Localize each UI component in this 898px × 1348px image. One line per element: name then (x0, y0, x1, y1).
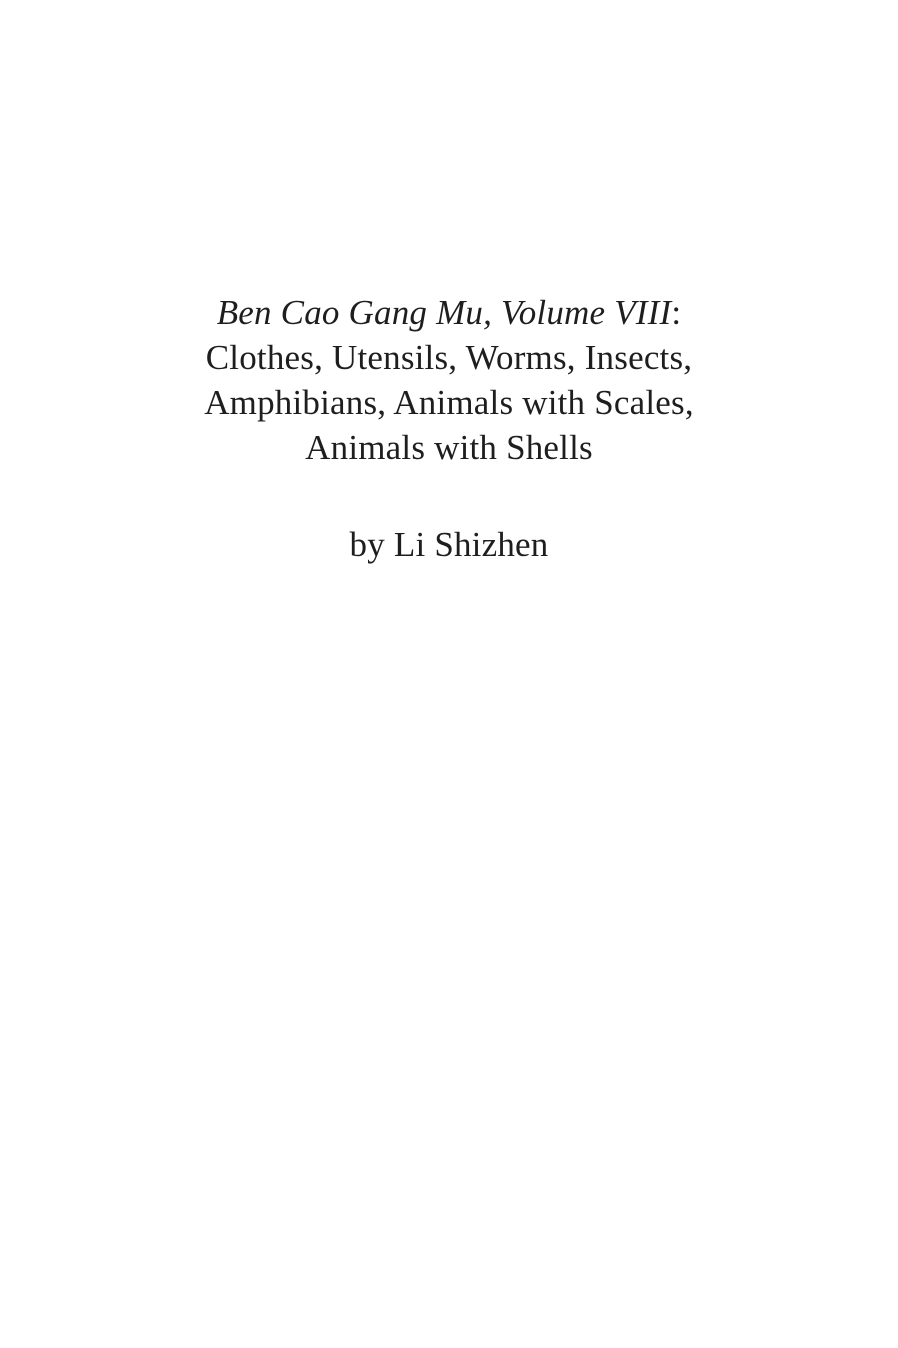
title-line-3: Amphibians, Animals with Scales, (204, 383, 694, 422)
title-line-1 (0, 290, 898, 335)
book-title (0, 290, 898, 470)
title-line-2: Clothes, Utensils, Worms, Insects, (205, 338, 693, 377)
title-line-4: Animals with Shells (305, 428, 593, 467)
title-line-1-colon: : (671, 293, 682, 332)
author-byline: by Li Shizhen (349, 525, 549, 564)
title-line-1-italic-text: Ben Cao Gang Mu, Volume VIII (216, 293, 672, 332)
